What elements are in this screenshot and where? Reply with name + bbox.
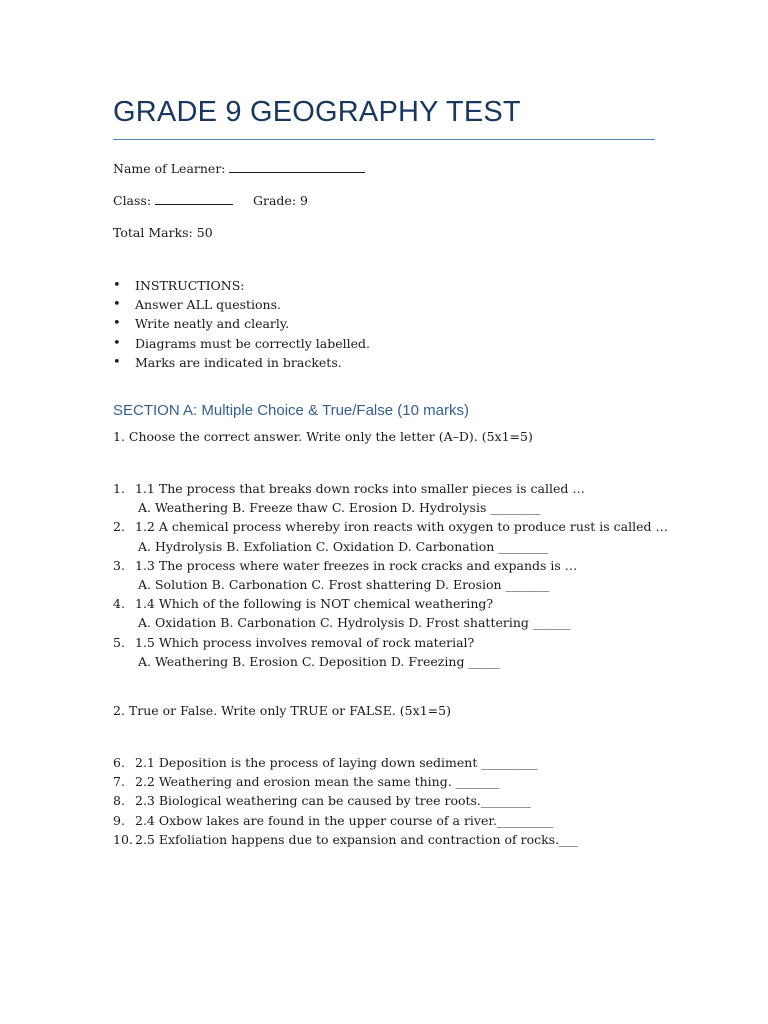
- answer-options: A. Solution B. Carbonation C. Frost shattering D. Erosion _______: [138, 577, 550, 593]
- statement-text: 2.2 Weathering and erosion mean the same thing. _______: [135, 774, 500, 790]
- answer-options: A. Oxidation B. Carbonation C. Hydrolysis D. Frost shattering ______: [138, 615, 571, 631]
- multiple-choice-list: [113, 479, 668, 671]
- class-label: Class:: [113, 193, 152, 208]
- list-item: 8. 2.3 Biological weathering can be caused by tree roots.________: [113, 793, 531, 809]
- question-1-prompt: 1. Choose the correct answer. Write only the letter (A–D). (5x1=5): [113, 429, 533, 444]
- page-title: GRADE 9 GEOGRAPHY TEST: [113, 96, 521, 128]
- list-item: 6. 2.1 Deposition is the process of laying down sediment _________: [113, 755, 538, 770]
- list-item: 1. 1.1 The process that breaks down rocks into smaller pieces is called … A. Weathering B. Freeze thaw C. Erosion D. Hydrolysis ________: [113, 479, 668, 517]
- title-underline: [113, 139, 655, 140]
- section-a-heading: SECTION A: Multiple Choice & True/False (10 marks): [113, 402, 469, 419]
- true-false-list: [113, 753, 578, 849]
- name-label: Name of Learner:: [113, 161, 226, 176]
- bullet-icon: •: [113, 354, 121, 370]
- list-item: 9. 2.4 Oxbow lakes are found in the upper course of a river._________: [113, 812, 554, 828]
- name-of-learner-line: [113, 161, 365, 177]
- list-item: 4. 1.4 Which of the following is NOT chemical weathering? A. Oxidation B. Carbonation C. Hydrolysis D. Frost shattering ______: [113, 594, 668, 632]
- instructions-list: [113, 276, 370, 372]
- bullet-icon: •: [113, 316, 121, 332]
- name-blank[interactable]: [229, 161, 365, 173]
- list-item: 5. 1.5 Which process involves removal of rock material? A. Weathering B. Erosion C. Deposition D. Freezing _____: [113, 633, 668, 671]
- statement-text: 2.4 Oxbow lakes are found in the upper course of a river._________: [135, 812, 554, 828]
- bullet-icon: •: [113, 297, 121, 313]
- question-text: 1.3 The process where water freezes in rock cracks and expands is …: [135, 557, 578, 573]
- answer-options: A. Weathering B. Erosion C. Deposition D. Freezing _____: [138, 653, 500, 669]
- statement-text: 2.3 Biological weathering can be caused by tree roots.________: [135, 793, 531, 809]
- list-item: 10. 2.5 Exfoliation happens due to expansion and contraction of rocks.___: [113, 831, 578, 847]
- statement-text: 2.5 Exfoliation happens due to expansion and contraction of rocks.___: [135, 831, 578, 847]
- list-item: • Marks are indicated in brackets.: [113, 353, 370, 372]
- list-item: • Write neatly and clearly.: [113, 314, 370, 333]
- question-text: 1.1 The process that breaks down rocks into smaller pieces is called …: [135, 481, 585, 496]
- bullet-icon: •: [113, 278, 121, 293]
- question-2-prompt: 2. True or False. Write only TRUE or FALSE. (5x1=5): [113, 703, 451, 718]
- class-grade-line: [113, 193, 308, 209]
- class-blank[interactable]: [155, 193, 233, 205]
- question-text: 1.2 A chemical process whereby iron reacts with oxygen to produce rust is called …: [135, 519, 668, 535]
- total-marks: Total Marks: 50: [113, 225, 213, 240]
- list-item: • Diagrams must be correctly labelled.: [113, 334, 370, 353]
- answer-options: A. Hydrolysis B. Exfoliation C. Oxidation D. Carbonation ________: [138, 538, 549, 554]
- list-item: 3. 1.3 The process where water freezes in rock cracks and expands is … A. Solution B. Carbonation C. Frost shattering D. Erosion _______: [113, 556, 668, 594]
- list-item: 2. 1.2 A chemical process whereby iron reacts with oxygen to produce rust is called … A. Hydrolysis B. Exfoliation C. Oxidation D. Carbonation ________: [113, 517, 668, 555]
- list-item: • Answer ALL questions.: [113, 295, 370, 314]
- bullet-icon: •: [113, 335, 121, 351]
- grade-label: Grade: 9: [253, 193, 308, 208]
- answer-options: A. Weathering B. Freeze thaw C. Erosion D. Hydrolysis ________: [138, 500, 541, 516]
- question-text: 1.4 Which of the following is NOT chemical weathering?: [135, 596, 494, 612]
- statement-text: 2.1 Deposition is the process of laying down sediment _________: [135, 755, 538, 770]
- list-item: • INSTRUCTIONS:: [113, 276, 370, 295]
- list-item: 7. 2.2 Weathering and erosion mean the same thing. _______: [113, 774, 500, 790]
- question-text: 1.5 Which process involves removal of rock material?: [135, 634, 475, 650]
